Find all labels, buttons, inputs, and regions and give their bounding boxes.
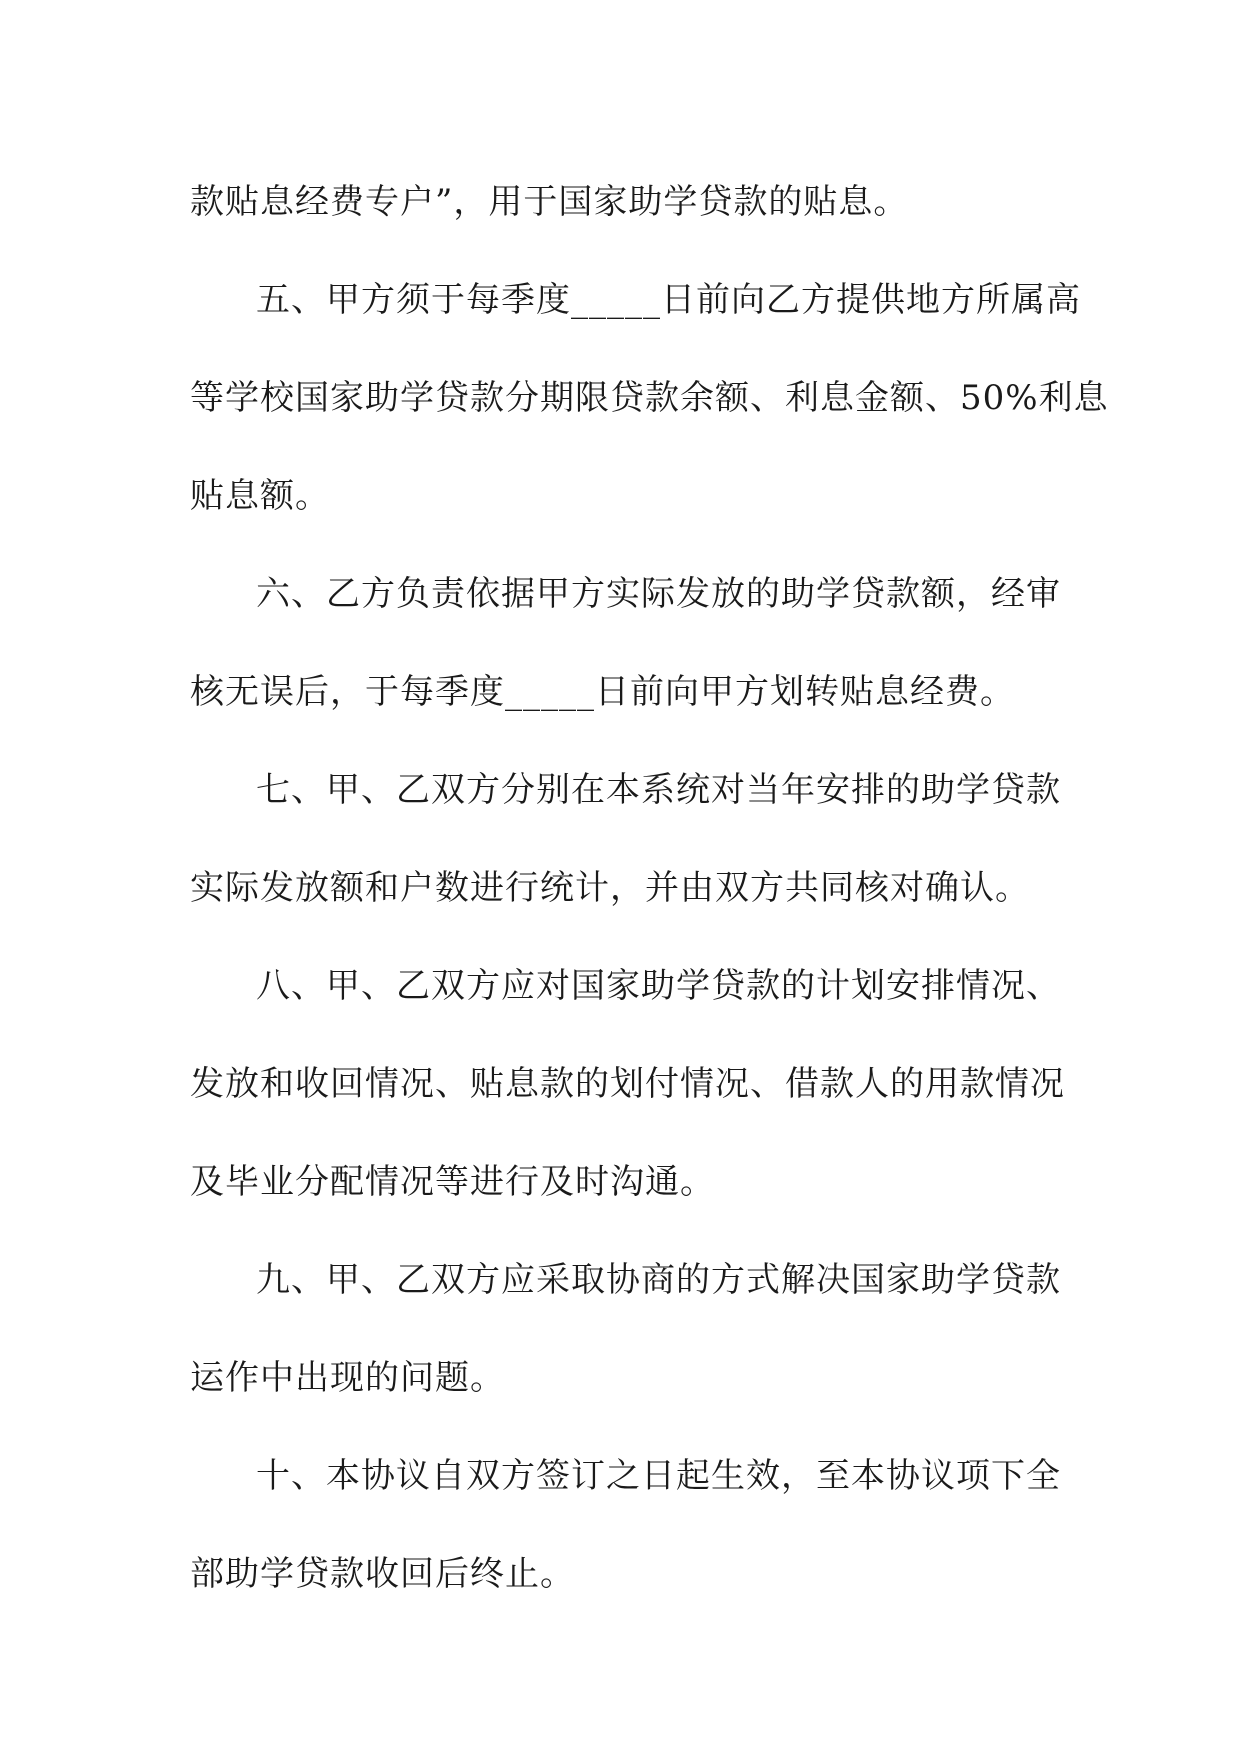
clause-10-line-1: 十、本协议自双方签订之日起生效，至本协议项下全 [256, 1456, 1061, 1496]
clause-5-line-2: 等学校国家助学贷款分期限贷款余额、利息金额、50%利息 [190, 378, 1109, 418]
clause-5-line-3: 贴息额。 [190, 476, 330, 516]
clause-5-line-1: 五、甲方须于每季度_____日前向乙方提供地方所属高 [256, 280, 1081, 320]
clause-8-line-2: 发放和收回情况、贴息款的划付情况、借款人的用款情况 [190, 1064, 1065, 1104]
clause-8-line-1: 八、甲、乙双方应对国家助学贷款的计划安排情况、 [256, 966, 1061, 1006]
clause-9-line-1: 九、甲、乙双方应采取协商的方式解决国家助学贷款 [256, 1260, 1061, 1300]
clause-8-line-3: 及毕业分配情况等进行及时沟通。 [190, 1162, 715, 1202]
clause-7-line-1: 七、甲、乙双方分别在本系统对当年安排的助学贷款 [256, 770, 1061, 810]
text-line-1: 款贴息经费专户”，用于国家助学贷款的贴息。 [190, 182, 909, 222]
clause-7-line-2: 实际发放额和户数进行统计，并由双方共同核对确认。 [190, 868, 1030, 908]
clause-10-line-2: 部助学贷款收回后终止。 [190, 1554, 575, 1594]
clause-9-line-2: 运作中出现的问题。 [190, 1358, 505, 1398]
clause-6-line-1: 六、乙方负责依据甲方实际发放的助学贷款额，经审 [256, 574, 1061, 614]
clause-6-line-2: 核无误后，于每季度_____日前向甲方划转贴息经费。 [190, 672, 1015, 712]
